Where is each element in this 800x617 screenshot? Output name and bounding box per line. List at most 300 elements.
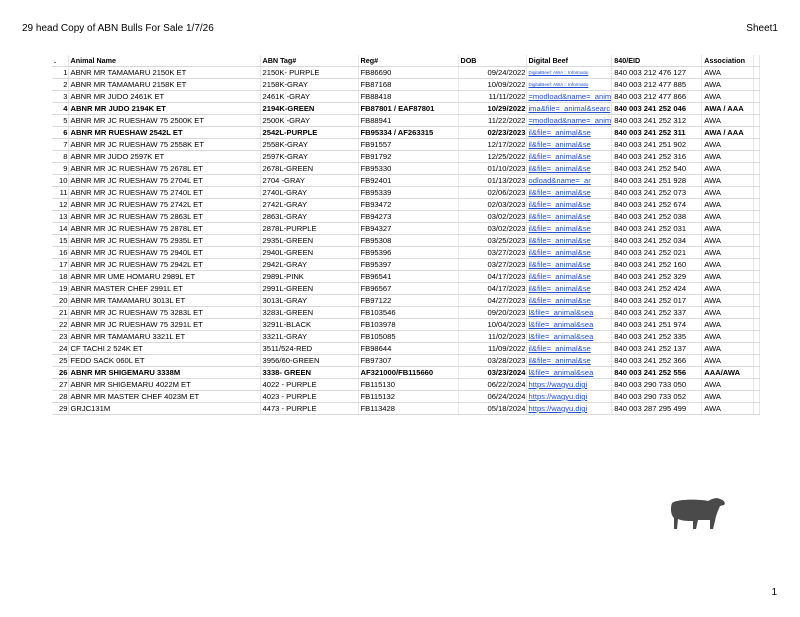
digital-beef-link[interactable]: il&file=_animal&se	[526, 247, 612, 259]
pad-cell	[754, 103, 760, 115]
animal-name: CF TACHI 2 524K ET	[68, 343, 260, 355]
eid: 840 003 290 733 050	[612, 379, 702, 391]
table-row	[52, 199, 760, 211]
eid: 840 003 241 252 021	[612, 247, 702, 259]
dob: 10/29/2022	[458, 103, 526, 115]
eid: 840 003 212 477 866	[612, 91, 702, 103]
table-row	[52, 379, 760, 391]
animal-name: ABNR MR MASTER CHEF 4023M ET	[68, 391, 260, 403]
pad-cell	[754, 391, 760, 403]
row-number: 26	[52, 367, 68, 379]
dob: 12/17/2022	[458, 139, 526, 151]
abn-tag: 2678L-GREEN	[260, 163, 358, 175]
reg-number: FB113428	[358, 403, 458, 415]
pad-cell	[754, 223, 760, 235]
abn-tag: 2558K-GRAY	[260, 139, 358, 151]
col-header-eid: 840/EID	[612, 55, 702, 67]
reg-number: FB93472	[358, 199, 458, 211]
eid: 840 003 212 477 885	[612, 79, 702, 91]
table-row	[52, 259, 760, 271]
digital-beef-link[interactable]: https://wagyu.digi	[526, 391, 612, 403]
table-row	[52, 247, 760, 259]
animal-name: ABNR MR JC RUESHAW 75 2863L ET	[68, 211, 260, 223]
row-number: 3	[52, 91, 68, 103]
dob: 04/17/2023	[458, 271, 526, 283]
pad-cell	[754, 331, 760, 343]
dob: 11/09/2022	[458, 343, 526, 355]
dob: 01/13/2023	[458, 175, 526, 187]
reg-number: FB95308	[358, 235, 458, 247]
dob: 12/25/2022	[458, 151, 526, 163]
digital-beef-link[interactable]: l&file=_animal&sea	[526, 331, 612, 343]
pad-cell	[754, 403, 760, 415]
row-number: 21	[52, 307, 68, 319]
dob: 04/27/2023	[458, 295, 526, 307]
abn-tag: 2542L-PURPLE	[260, 127, 358, 139]
association: AWA	[702, 295, 754, 307]
animal-name: ABNR MR UME HOMARU 2989L ET	[68, 271, 260, 283]
dob: 04/17/2023	[458, 283, 526, 295]
digital-beef-link[interactable]: l&file=_animal&sea	[526, 367, 612, 379]
digital-beef-link[interactable]: il&file=_animal&se	[526, 199, 612, 211]
table-row	[52, 295, 760, 307]
association: AWA	[702, 187, 754, 199]
row-number: 24	[52, 343, 68, 355]
abn-tag: 2935L-GREEN	[260, 235, 358, 247]
digital-beef-link[interactable]: https://wagyu.digi	[526, 379, 612, 391]
animal-name: ABNR MR SHIGEMARU 4022M ET	[68, 379, 260, 391]
reg-number: FB94273	[358, 211, 458, 223]
association: AAA/AWA	[702, 367, 754, 379]
eid: 840 003 241 252 160	[612, 259, 702, 271]
row-number: 18	[52, 271, 68, 283]
row-number: 1	[52, 67, 68, 79]
association: AWA	[702, 223, 754, 235]
abn-tag: 2704 -GRAY	[260, 175, 358, 187]
col-header-row-number: .	[52, 55, 68, 67]
digital-beef-link[interactable]: il&file=_animal&se	[526, 127, 612, 139]
row-number: 5	[52, 115, 68, 127]
association: AWA	[702, 247, 754, 259]
pad-cell	[754, 91, 760, 103]
pad-cell	[754, 175, 760, 187]
eid: 840 003 241 252 335	[612, 331, 702, 343]
row-number: 19	[52, 283, 68, 295]
abn-tag: 3511/524-RED	[260, 343, 358, 355]
association: AWA	[702, 271, 754, 283]
pad-cell	[754, 307, 760, 319]
row-number: 2	[52, 79, 68, 91]
abn-tag: 3956/60-GREEN	[260, 355, 358, 367]
reg-number: FB94327	[358, 223, 458, 235]
digital-beef-link[interactable]: =modload&name=_anim	[526, 91, 612, 103]
abn-tag: 2597K-GRAY	[260, 151, 358, 163]
eid: 840 003 241 251 974	[612, 319, 702, 331]
digital-beef-link[interactable]: =modload&name=_anim	[526, 115, 612, 127]
reg-number: AF321000/FB115660	[358, 367, 458, 379]
table-row	[52, 175, 760, 187]
digital-beef-link[interactable]: il&file=_animal&se	[526, 139, 612, 151]
row-number: 9	[52, 163, 68, 175]
bull-silhouette-icon	[668, 493, 728, 529]
abn-tag: 3283L-GREEN	[260, 307, 358, 319]
abn-tag: 2940L-GREEN	[260, 247, 358, 259]
digital-beef-link[interactable]: odload&name=_ar	[526, 175, 612, 187]
reg-number: FB88941	[358, 115, 458, 127]
abn-tag: 2942L-GRAY	[260, 259, 358, 271]
reg-number: FB92401	[358, 175, 458, 187]
dob: 03/27/2023	[458, 259, 526, 271]
row-number: 20	[52, 295, 68, 307]
pad-cell	[754, 79, 760, 91]
dob: 09/24/2022	[458, 67, 526, 79]
animal-name: ABNR MR JUDO 2597K ET	[68, 151, 260, 163]
table-row	[52, 187, 760, 199]
association: AWA	[702, 79, 754, 91]
eid: 840 003 241 252 034	[612, 235, 702, 247]
dob: 03/23/2024	[458, 367, 526, 379]
digital-beef-link[interactable]: il&file=_animal&se	[526, 259, 612, 271]
page-number: 1	[771, 587, 777, 598]
animal-name: ABNR MR JC RUESHAW 75 2558K ET	[68, 139, 260, 151]
abn-tag: 4022 - PURPLE	[260, 379, 358, 391]
reg-number: FB88418	[358, 91, 458, 103]
abn-tag: 2740L-GRAY	[260, 187, 358, 199]
animal-name: ABNR MR SHIGEMARU 3338M	[68, 367, 260, 379]
eid: 840 003 290 733 052	[612, 391, 702, 403]
pad-cell	[754, 379, 760, 391]
row-number: 6	[52, 127, 68, 139]
row-number: 15	[52, 235, 68, 247]
col-header-reg: Reg#	[358, 55, 458, 67]
pad-cell	[754, 67, 760, 79]
abn-tag: 2989L-PINK	[260, 271, 358, 283]
association: AWA	[702, 115, 754, 127]
table-row	[52, 307, 760, 319]
pad-cell	[754, 271, 760, 283]
dob: 02/03/2023	[458, 199, 526, 211]
table-row	[52, 355, 760, 367]
association: AWA	[702, 403, 754, 415]
animal-name: ABNR MR JC RUESHAW 75 2935L ET	[68, 235, 260, 247]
reg-number: FB105085	[358, 331, 458, 343]
association: AWA	[702, 91, 754, 103]
animal-name: ABNR MR TAMAMARU 2150K ET	[68, 67, 260, 79]
eid: 840 003 241 252 424	[612, 283, 702, 295]
digital-beef-link[interactable]: il&file=_animal&se	[526, 355, 612, 367]
table-row	[52, 103, 760, 115]
pad-cell	[754, 259, 760, 271]
reg-number: FB115132	[358, 391, 458, 403]
eid: 840 003 241 252 311	[612, 127, 702, 139]
digital-beef-link[interactable]: il&file=_animal&se	[526, 151, 612, 163]
table-row	[52, 367, 760, 379]
eid: 840 003 241 252 038	[612, 211, 702, 223]
row-number: 25	[52, 355, 68, 367]
digital-beef-link[interactable]: il&file=_animal&se	[526, 235, 612, 247]
eid: 840 003 241 252 540	[612, 163, 702, 175]
association: AWA	[702, 199, 754, 211]
row-number: 23	[52, 331, 68, 343]
eid: 840 003 241 252 556	[612, 367, 702, 379]
reg-number: FB87801 / EAF87801	[358, 103, 458, 115]
table-row	[52, 67, 760, 79]
eid: 840 003 241 251 928	[612, 175, 702, 187]
pad-cell	[754, 127, 760, 139]
animal-name: GRJC131M	[68, 403, 260, 415]
eid: 840 003 287 295 499	[612, 403, 702, 415]
digital-beef-link[interactable]: l&file=_animal&sea	[526, 307, 612, 319]
reg-number: FB87168	[358, 79, 458, 91]
table-row	[52, 391, 760, 403]
abn-tag: 2991L-GREEN	[260, 283, 358, 295]
table-row	[52, 115, 760, 127]
row-number: 13	[52, 211, 68, 223]
eid: 840 003 241 252 312	[612, 115, 702, 127]
animal-name: ABNR MR JC RUESHAW 75 2704L ET	[68, 175, 260, 187]
abn-tag: 2461K -GRAY	[260, 91, 358, 103]
digital-beef-link[interactable]: il&file=_animal&se	[526, 295, 612, 307]
col-header-animal-name: Animal Name	[68, 55, 260, 67]
eid: 840 003 241 252 073	[612, 187, 702, 199]
row-number: 29	[52, 403, 68, 415]
col-header-abn-tag: ABN Tag#	[260, 55, 358, 67]
association: AWA	[702, 139, 754, 151]
dob: 11/11/2022	[458, 91, 526, 103]
reg-number: FB95334 / AF263315	[358, 127, 458, 139]
animal-name: ABNR MR JUDO 2194K ET	[68, 103, 260, 115]
reg-number: FB95397	[358, 259, 458, 271]
abn-tag: 4473 - PURPLE	[260, 403, 358, 415]
association: AWA	[702, 259, 754, 271]
animal-name: ABNR MR JUDO 2461K ET	[68, 91, 260, 103]
abn-tag: 2194K-GREEN	[260, 103, 358, 115]
col-header-pad	[754, 55, 760, 67]
digital-beef-link[interactable]: il&file=_animal&se	[526, 163, 612, 175]
digital-beef-link[interactable]: il&file=_animal&se	[526, 187, 612, 199]
pad-cell	[754, 355, 760, 367]
table-row	[52, 79, 760, 91]
reg-number: FB96541	[358, 271, 458, 283]
eid: 840 003 241 252 674	[612, 199, 702, 211]
animal-name: ABNR MR JC RUESHAW 75 2878L ET	[68, 223, 260, 235]
table-header-row	[52, 55, 760, 67]
eid: 840 003 241 251 902	[612, 139, 702, 151]
animal-name: ABNR MR JC RUESHAW 75 3283L ET	[68, 307, 260, 319]
association: AWA	[702, 355, 754, 367]
eid: 840 003 241 252 137	[612, 343, 702, 355]
reg-number: FB103546	[358, 307, 458, 319]
table-row	[52, 235, 760, 247]
digital-beef-link[interactable]: il&file=_animal&se	[526, 271, 612, 283]
reg-number: FB115130	[358, 379, 458, 391]
col-header-association: Association	[702, 55, 754, 67]
animal-name: ABNR MR TAMAMARU 3321L ET	[68, 331, 260, 343]
row-number: 8	[52, 151, 68, 163]
dob: 11/22/2022	[458, 115, 526, 127]
animal-name: ABNR MASTER CHEF 2991L ET	[68, 283, 260, 295]
row-number: 14	[52, 223, 68, 235]
dob: 10/09/2022	[458, 79, 526, 91]
dob: 09/20/2023	[458, 307, 526, 319]
animal-name: ABNR MR JC RUESHAW 75 2940L ET	[68, 247, 260, 259]
reg-number: FB91792	[358, 151, 458, 163]
association: AWA	[702, 235, 754, 247]
pad-cell	[754, 187, 760, 199]
digital-beef-link[interactable]: DigitalBeef: AWA :: Informatio	[526, 67, 612, 79]
abn-tag: 3338- GREEN	[260, 367, 358, 379]
dob: 03/27/2023	[458, 247, 526, 259]
eid: 840 003 212 476 127	[612, 67, 702, 79]
row-number: 4	[52, 103, 68, 115]
pad-cell	[754, 295, 760, 307]
dob: 02/23/2023	[458, 127, 526, 139]
abn-tag: 3013L-GRAY	[260, 295, 358, 307]
row-number: 12	[52, 199, 68, 211]
row-number: 27	[52, 379, 68, 391]
table-row	[52, 163, 760, 175]
digital-beef-link[interactable]: il&file=_animal&se	[526, 211, 612, 223]
reg-number: FB97307	[358, 355, 458, 367]
abn-tag: 2742L-GRAY	[260, 199, 358, 211]
eid: 840 003 241 252 046	[612, 103, 702, 115]
dob: 10/04/2023	[458, 319, 526, 331]
animal-name: ABNR MR JC RUESHAW 75 2942L ET	[68, 259, 260, 271]
association: AWA	[702, 151, 754, 163]
row-number: 28	[52, 391, 68, 403]
table-row	[52, 223, 760, 235]
reg-number: FB96567	[358, 283, 458, 295]
row-number: 11	[52, 187, 68, 199]
abn-tag: 2158K-GRAY	[260, 79, 358, 91]
dob: 05/18/2024	[458, 403, 526, 415]
digital-beef-link[interactable]: il&file=_animal&se	[526, 343, 612, 355]
row-number: 10	[52, 175, 68, 187]
table-row	[52, 139, 760, 151]
association: AWA	[702, 67, 754, 79]
digital-beef-link[interactable]: l&file=_animal&sea	[526, 319, 612, 331]
dob: 11/02/2023	[458, 331, 526, 343]
pad-cell	[754, 319, 760, 331]
animal-name: ABNR MR JC RUESHAW 75 2742L ET	[68, 199, 260, 211]
pad-cell	[754, 247, 760, 259]
association: AWA	[702, 175, 754, 187]
table-row	[52, 127, 760, 139]
association: AWA	[702, 283, 754, 295]
abn-tag: 3291L-BLACK	[260, 319, 358, 331]
animal-name: ABNR MR JC RUESHAW 75 2678L ET	[68, 163, 260, 175]
pad-cell	[754, 163, 760, 175]
eid: 840 003 241 252 017	[612, 295, 702, 307]
pad-cell	[754, 139, 760, 151]
pad-cell	[754, 367, 760, 379]
pad-cell	[754, 343, 760, 355]
animal-name: ABNR MR JC RUESHAW 75 2500K ET	[68, 115, 260, 127]
dob: 03/28/2023	[458, 355, 526, 367]
association: AWA	[702, 379, 754, 391]
reg-number: FB97122	[358, 295, 458, 307]
digital-beef-link[interactable]: il&file=_animal&se	[526, 283, 612, 295]
association: AWA	[702, 307, 754, 319]
pad-cell	[754, 211, 760, 223]
reg-number: FB95330	[358, 163, 458, 175]
col-header-digital-beef: Digital Beef	[526, 55, 612, 67]
row-number: 17	[52, 259, 68, 271]
animal-name: ABNR MR TAMAMARU 2158K ET	[68, 79, 260, 91]
animal-name: ABNR MR JC RUESHAW 75 3291L ET	[68, 319, 260, 331]
association: AWA	[702, 163, 754, 175]
eid: 840 003 241 252 329	[612, 271, 702, 283]
association: AWA	[702, 319, 754, 331]
dob: 06/24/2024	[458, 391, 526, 403]
eid: 840 003 241 252 316	[612, 151, 702, 163]
animals-table	[52, 55, 760, 415]
reg-number: FB103978	[358, 319, 458, 331]
eid: 840 003 241 252 337	[612, 307, 702, 319]
eid: 840 003 241 252 031	[612, 223, 702, 235]
dob: 03/25/2023	[458, 235, 526, 247]
row-number: 22	[52, 319, 68, 331]
abn-tag: 2878L-PURPLE	[260, 223, 358, 235]
table-row	[52, 403, 760, 415]
row-number: 16	[52, 247, 68, 259]
digital-beef-link[interactable]: DigitalBeef: AWA :: Informatio	[526, 79, 612, 91]
digital-beef-link[interactable]: il&file=_animal&se	[526, 223, 612, 235]
animal-name: FEDD SACK 060L ET	[68, 355, 260, 367]
table-row	[52, 151, 760, 163]
sheet-name: Sheet1	[746, 23, 778, 34]
table-row	[52, 331, 760, 343]
table-row	[52, 319, 760, 331]
row-number: 7	[52, 139, 68, 151]
table-row	[52, 211, 760, 223]
abn-tag: 3321L-GRAY	[260, 331, 358, 343]
reg-number: FB91557	[358, 139, 458, 151]
animal-name: ABNR MR JC RUESHAW 75 2740L ET	[68, 187, 260, 199]
dob: 02/06/2023	[458, 187, 526, 199]
reg-number: FB98644	[358, 343, 458, 355]
dob: 06/22/2024	[458, 379, 526, 391]
table-row	[52, 271, 760, 283]
association: AWA	[702, 343, 754, 355]
dob: 01/10/2023	[458, 163, 526, 175]
digital-beef-link[interactable]: ima&file=_animal&searc	[526, 103, 612, 115]
animal-name: ABNR MR RUESHAW 2542L ET	[68, 127, 260, 139]
abn-tag: 2150K- PURPLE	[260, 67, 358, 79]
col-header-dob: DOB	[458, 55, 526, 67]
dob: 03/02/2023	[458, 223, 526, 235]
pad-cell	[754, 199, 760, 211]
digital-beef-link[interactable]: https://wagyu.digi	[526, 403, 612, 415]
reg-number: FB86690	[358, 67, 458, 79]
pad-cell	[754, 151, 760, 163]
abn-tag: 4023 - PURPLE	[260, 391, 358, 403]
reg-number: FB95396	[358, 247, 458, 259]
abn-tag: 2863L-GRAY	[260, 211, 358, 223]
association: AWA	[702, 391, 754, 403]
animal-name: ABNR MR TAMAMARU 3013L ET	[68, 295, 260, 307]
table-row	[52, 343, 760, 355]
association: AWA	[702, 211, 754, 223]
table-row	[52, 91, 760, 103]
table-row	[52, 283, 760, 295]
eid: 840 003 241 252 366	[612, 355, 702, 367]
document-title: 29 head Copy of ABN Bulls For Sale 1/7/26	[22, 23, 214, 34]
association: AWA / AAA	[702, 103, 754, 115]
reg-number: FB95339	[358, 187, 458, 199]
association: AWA	[702, 331, 754, 343]
abn-tag: 2500K -GRAY	[260, 115, 358, 127]
